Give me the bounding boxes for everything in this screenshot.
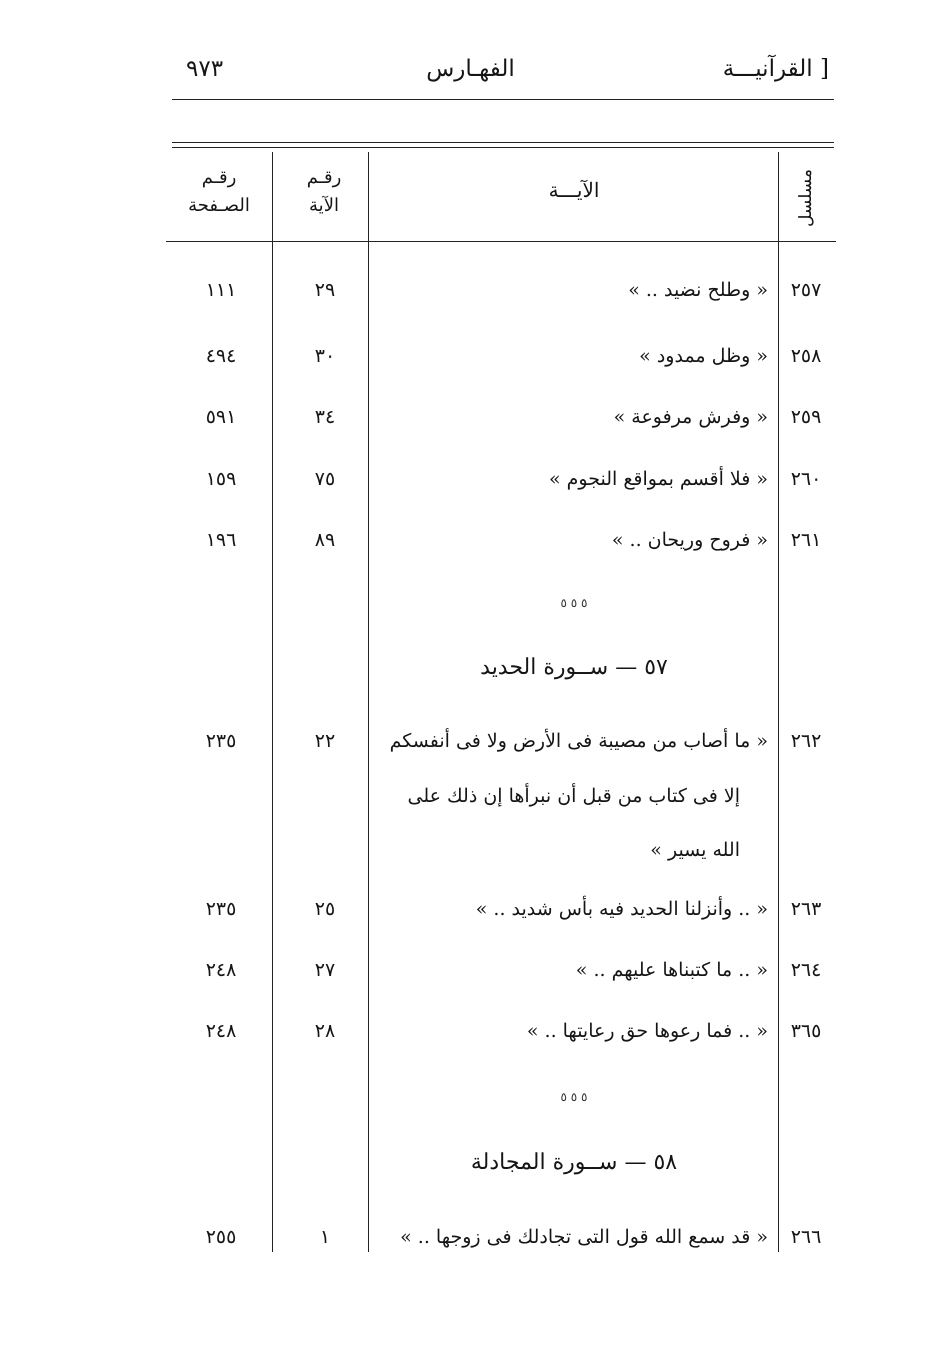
verse-text: « .. فما رعوها حق رعايتها .. » <box>526 1020 768 1042</box>
page-reference: ٢٣٥ <box>205 898 237 920</box>
table-row <box>0 1219 941 1255</box>
page-reference: ٥٩١ <box>205 406 237 428</box>
serial-number: ٣٦٥ <box>790 1020 822 1042</box>
column-header-verse: الآيـــة <box>548 178 600 202</box>
serial-number: ٢٥٨ <box>790 345 822 367</box>
serial-number: ٢٦٦ <box>790 1226 822 1248</box>
serial-number: ٢٥٩ <box>790 406 822 428</box>
running-header-right: القرآنيـــة ] <box>722 56 829 82</box>
table-top-rule <box>172 142 834 143</box>
ayah-number: ٢٨ <box>314 1020 336 1042</box>
ayah-number: ١ <box>319 1226 331 1248</box>
verse-text: « .. وأنزلنا الحديد فيه بأس شديد .. » <box>475 898 768 920</box>
table-row <box>0 952 941 988</box>
ayah-number: ٢٩ <box>314 279 336 301</box>
ayah-number: ٢٧ <box>314 959 336 981</box>
serial-number: ٢٦٤ <box>790 959 822 981</box>
column-divider-serial <box>778 152 779 1252</box>
table-row <box>0 1013 941 1049</box>
verse-text: « قد سمع الله قول التى تجادلك فى زوجها .. » <box>400 1226 768 1248</box>
page-reference: ٢٤٨ <box>205 959 237 981</box>
serial-number: ٢٦٢ <box>790 730 822 752</box>
surah-heading: ٥٧ — ســورة الحديد <box>480 655 668 680</box>
verse-text: « ما أصاب من مصيبة فى الأرض ولا فى أنفسكم <box>389 730 768 752</box>
table-row <box>0 399 941 435</box>
ayah-number: ٧٥ <box>314 468 336 490</box>
column-header-ayah: رقـم الآية <box>306 167 342 216</box>
page-reference: ٤٩٤ <box>205 345 237 367</box>
table-header-rule <box>166 241 836 242</box>
ayah-number: ٢٢ <box>314 730 336 752</box>
table-row <box>0 522 941 558</box>
table-row <box>0 723 941 759</box>
serial-number: ٢٦٣ <box>790 898 822 920</box>
table-row <box>0 338 941 374</box>
verse-continuation: الله يسير » <box>650 839 740 861</box>
serial-number: ٢٥٧ <box>790 279 822 301</box>
serial-number: ٢٦٠ <box>790 468 822 490</box>
surah-heading: ٥٨ — ســورة المجادلة <box>470 1150 678 1175</box>
verse-text: « .. ما كتبناها عليهم .. » <box>575 959 768 981</box>
running-header-title: الفهـارس <box>426 56 515 82</box>
header-rule <box>172 99 834 100</box>
page-reference: ٢٥٥ <box>205 1226 237 1248</box>
verse-text: « وطلح نضيد .. » <box>628 279 768 301</box>
column-header-serial: مسلسل <box>796 169 817 227</box>
ayah-number: ٢٥ <box>314 898 336 920</box>
table-top-rule-2 <box>172 147 834 148</box>
section-separator: ٥ ٥ ٥ <box>560 1090 588 1104</box>
page-reference: ١٥٩ <box>205 468 237 490</box>
column-divider-verse <box>368 152 369 1252</box>
column-header-page: رقـم الصـفحة <box>188 167 250 216</box>
table-row <box>0 461 941 497</box>
page-reference: ٢٤٨ <box>205 1020 237 1042</box>
verse-continuation: إلا فى كتاب من قبل أن نبرأها إن ذلك على <box>407 785 740 807</box>
ayah-number: ٣٤ <box>314 406 336 428</box>
page-reference: ١١١ <box>205 279 237 301</box>
page-number: ٩٧٣ <box>186 56 224 82</box>
page-reference: ١٩٦ <box>205 529 237 551</box>
page-reference: ٢٣٥ <box>205 730 237 752</box>
verse-text: « وظل ممدود » <box>639 345 768 367</box>
verse-text: « فروح وريحان .. » <box>611 529 768 551</box>
serial-number: ٢٦١ <box>790 529 822 551</box>
section-separator: ٥ ٥ ٥ <box>560 596 588 610</box>
ayah-number: ٨٩ <box>314 529 336 551</box>
ayah-number: ٣٠ <box>314 345 336 367</box>
verse-text: « فلا أقسم بمواقع النجوم » <box>548 468 768 490</box>
table-row <box>0 272 941 308</box>
column-divider-ayah <box>272 152 273 1252</box>
table-row <box>0 891 941 927</box>
verse-text: « وفرش مرفوعة » <box>613 406 768 428</box>
